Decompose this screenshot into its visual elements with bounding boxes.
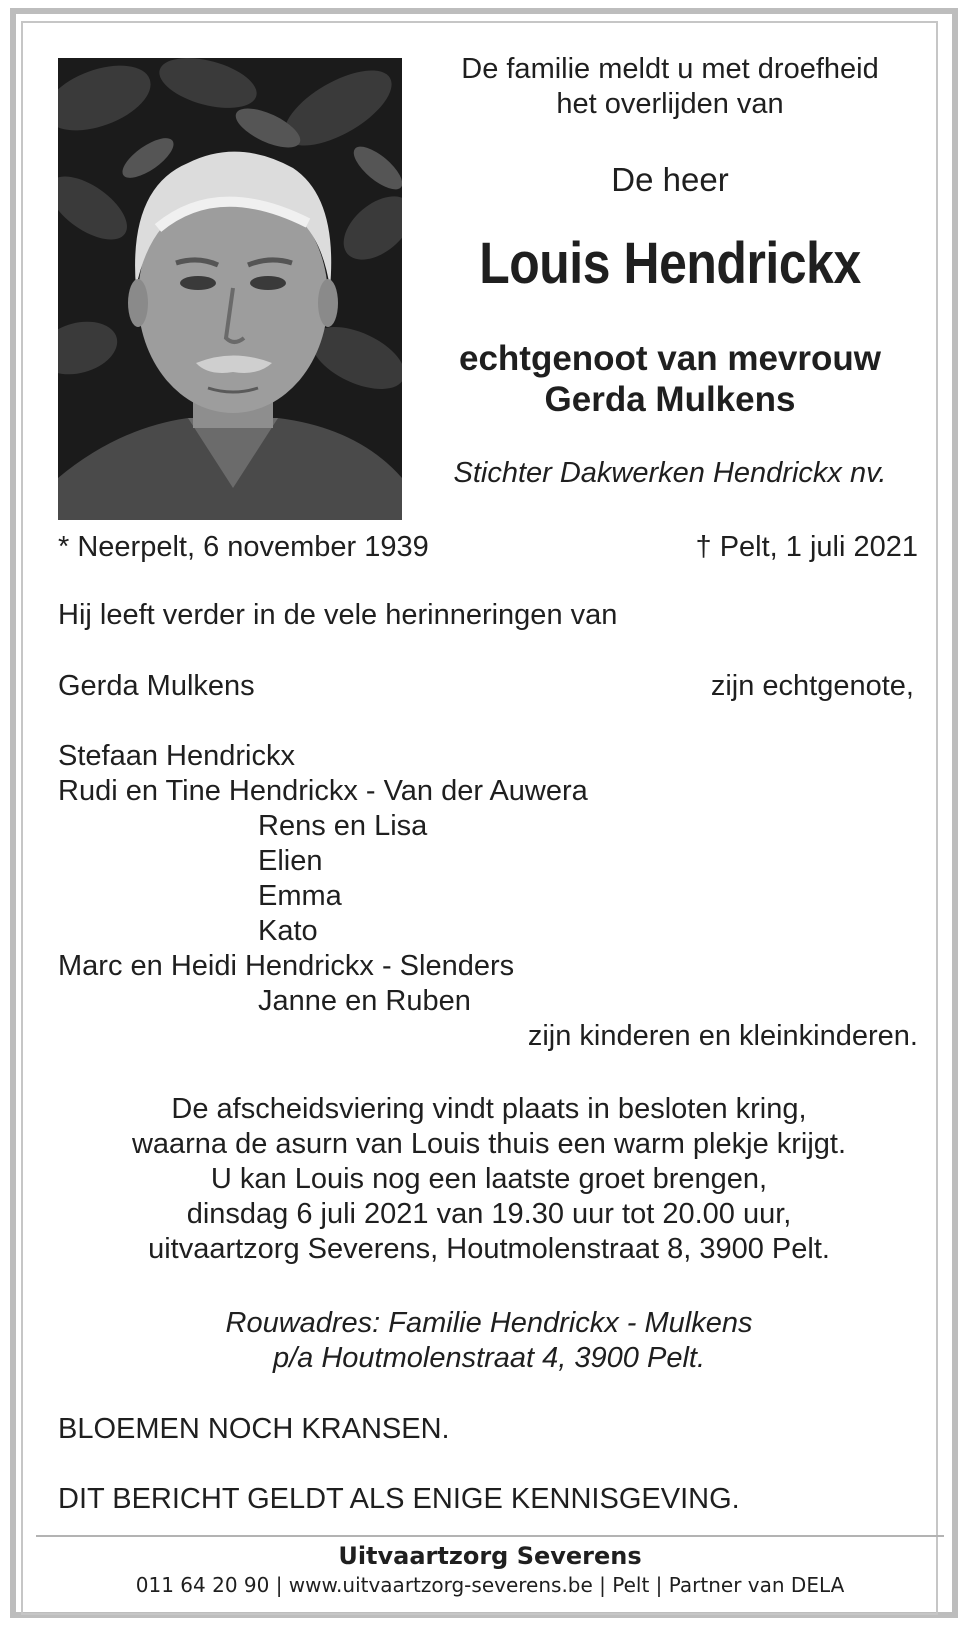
footer-divider [36,1535,944,1537]
ceremony-line-2: waarna de asurn van Louis thuis een warm plekje krijgt. [131,1128,847,1160]
address-line-1: Rouwadres: Familie Hendrickx - Mulkens [225,1307,753,1339]
spouse-line-1: echtgenoot van mevrouw [458,339,882,378]
death-date: Pelt, 1 juli 2021 [719,531,918,563]
ceremony-line-3: U kan Louis nog een laatste groet brengen, [210,1163,768,1195]
deceased-name: Louis Hendrickx [479,231,861,296]
ceremony-line-5: uitvaartzorg Severens, Houtmolenstraat 8, 3900 Pelt. [148,1233,830,1265]
intro-line-2: het overlijden van [556,88,784,120]
flowers-notice: BLOEMEN NOCH KRANSEN. [58,1413,450,1445]
intro-line-1: De familie meldt u met droefheid [461,53,879,85]
death-date-line [695,530,918,565]
survived-intro: Hij leeft verder in de vele herinneringen van [58,599,618,631]
spouse-entry-name: Gerda Mulkens [58,670,255,702]
ceremony-line-1: De afscheidsviering vindt plaats in besloten kring, [171,1093,807,1125]
family-line-8: Janne en Ruben [258,985,471,1017]
family-line-7: Marc en Heidi Hendrickx - Slenders [58,950,515,982]
family-line-3: Rens en Lisa [258,810,428,842]
footer-company: Uitvaartzorg Severens [338,1542,642,1570]
official-notice: DIT BERICHT GELDT ALS ENIGE KENNISGEVING. [58,1483,740,1515]
ceremony-line-4: dinsdag 6 juli 2021 van 19.30 uur tot 20.00 uur, [186,1198,792,1230]
portrait-photo [58,58,402,520]
family-line-6: Kato [258,915,318,947]
spouse-line-2: Gerda Mulkens [544,380,796,419]
honorific: De heer [611,161,729,198]
family-line-1: Stefaan Hendrickx [58,740,295,772]
family-relation: zijn kinderen en kleinkinderen. [527,1020,918,1052]
family-line-4: Elien [258,845,323,877]
family-line-2: Rudi en Tine Hendrickx - Van der Auwera [58,775,588,807]
birth-date: * Neerpelt, 6 november 1939 [58,531,429,563]
family-line-5: Emma [258,880,342,912]
company-note: Stichter Dakwerken Hendrickx nv. [453,457,887,489]
spouse-entry-relation: zijn echtgenote, [710,670,914,702]
address-line-2: p/a Houtmolenstraat 4, 3900 Pelt. [272,1342,706,1374]
footer-contact: 011 64 20 90 | www.uitvaartzorg-severens.be | Pelt | Partner van DELA [135,1573,845,1597]
cross-icon: † [695,531,712,563]
